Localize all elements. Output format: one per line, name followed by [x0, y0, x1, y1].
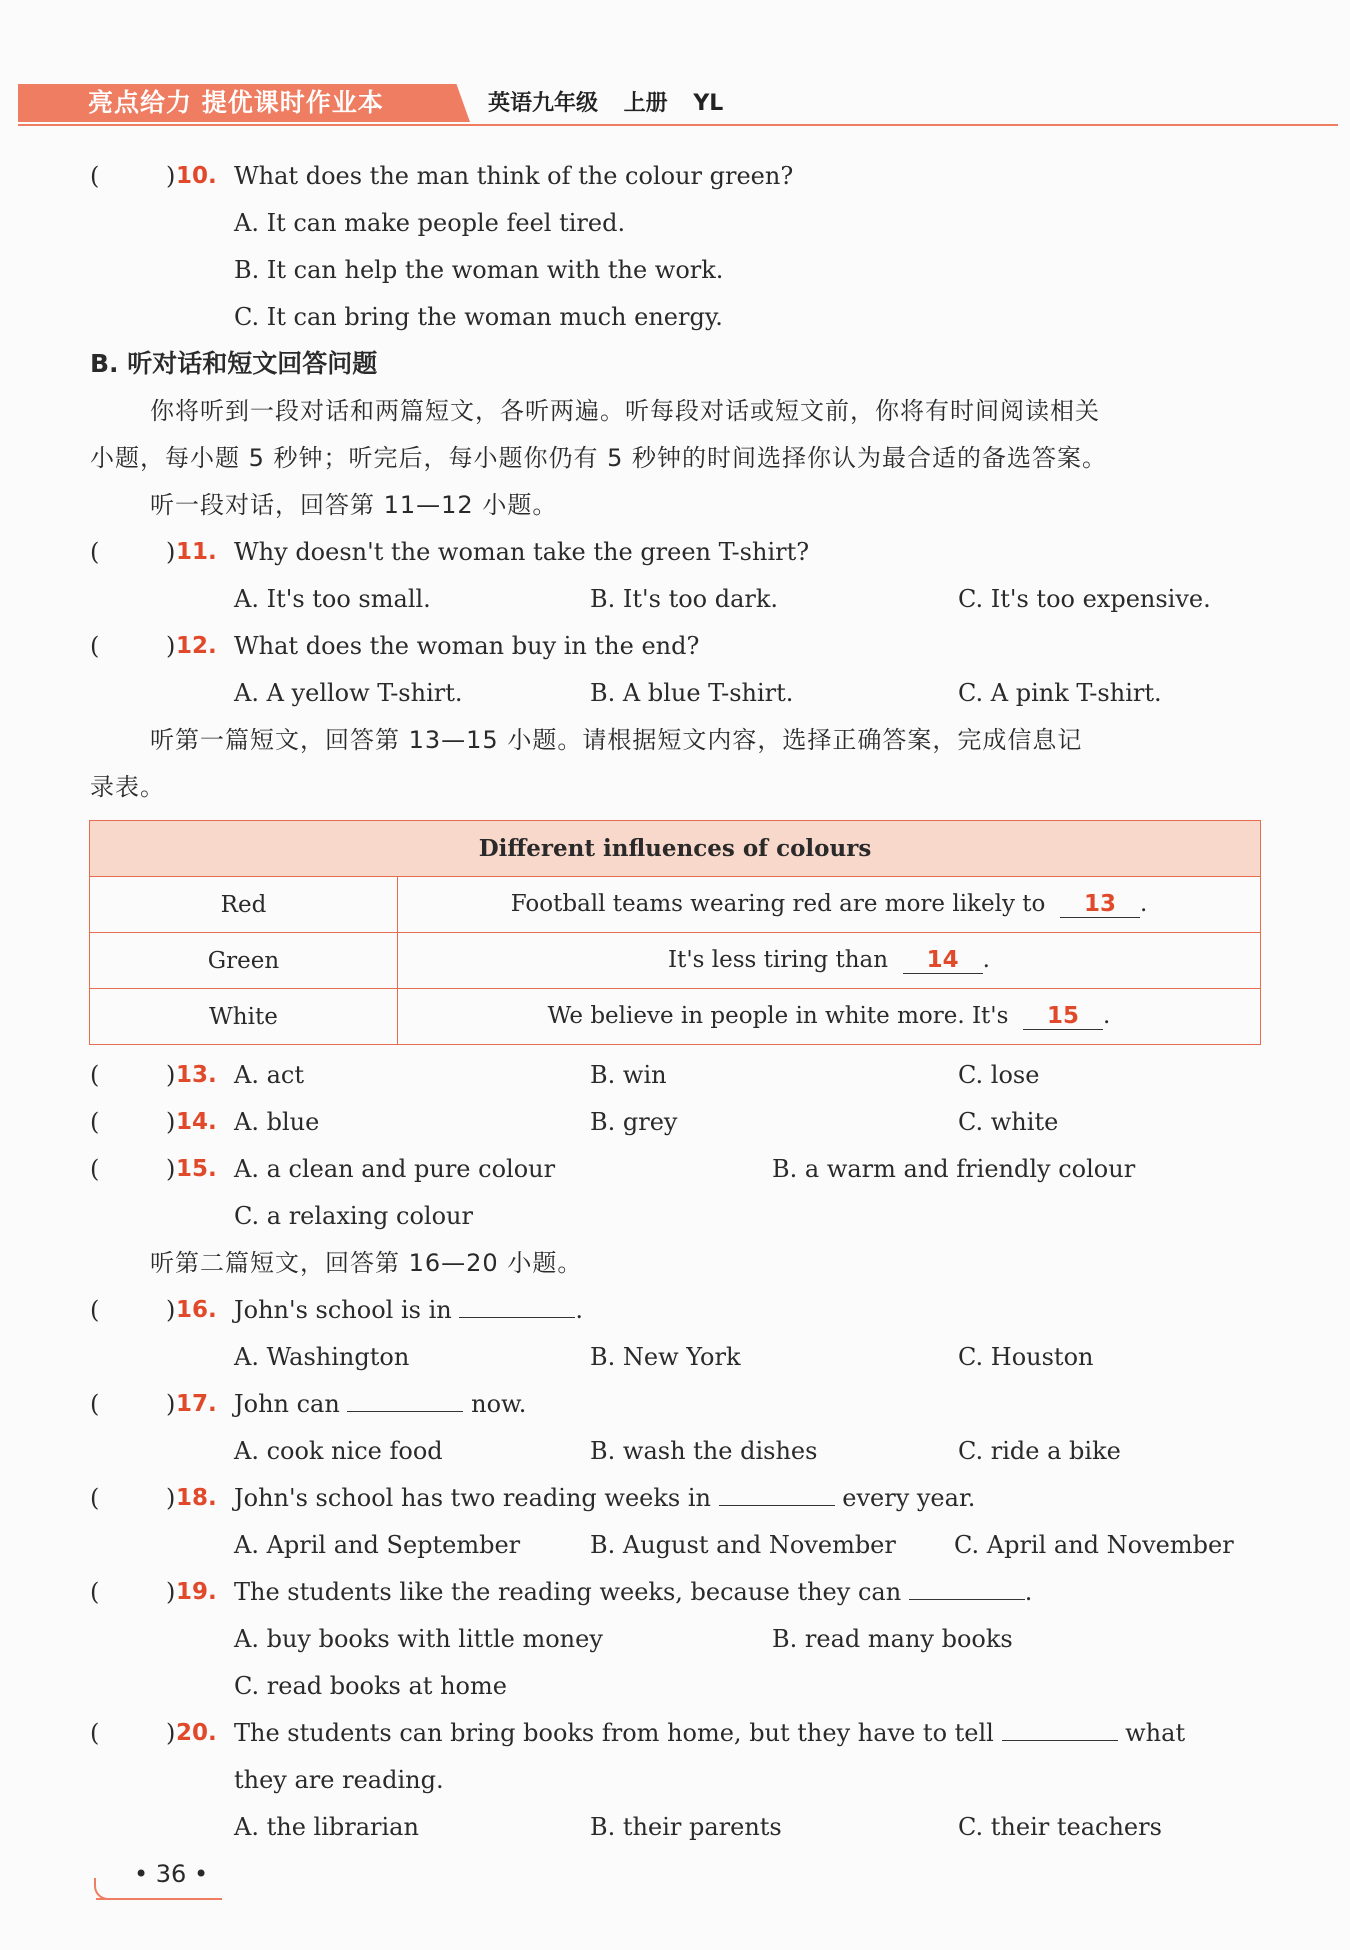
footer-rule — [96, 1898, 222, 1900]
answer-paren-close: ) — [166, 1061, 176, 1089]
option-a: A. April and September — [234, 1531, 521, 1559]
question-number: 18. — [176, 1485, 217, 1511]
question-stem-end: . — [575, 1296, 583, 1324]
punct: . — [1139, 891, 1148, 917]
question-text: Why doesn't the woman take the green T-shirt? — [234, 538, 810, 566]
option-c: C. April and November — [954, 1531, 1234, 1559]
question-17 — [0, 1384, 1350, 1424]
question-11 — [0, 532, 1350, 572]
description-cell — [398, 933, 1261, 989]
option-c: C. A pink T-shirt. — [958, 679, 1162, 707]
option-b: B. It's too dark. — [590, 585, 779, 613]
question-number: 19. — [176, 1579, 217, 1605]
answer-blank — [719, 1479, 835, 1506]
question-stem-end: . — [1024, 1578, 1033, 1606]
question-20 — [0, 1713, 1350, 1753]
question-13 — [0, 1055, 1350, 1095]
colour-cell: Red — [90, 877, 398, 933]
passage-2-intro: 听第二篇短文，回答第 16—20 小题。 — [150, 1249, 583, 1277]
answer-paren-open: ( — [90, 1296, 100, 1324]
option-a: A. the librarian — [234, 1813, 419, 1841]
question-number: 20. — [176, 1720, 217, 1746]
option-a: A. Washington — [234, 1343, 410, 1371]
answer-blank — [347, 1385, 463, 1412]
instructions-line-2: 小题，每小题 5 秒钟；听完后，每小题你仍有 5 秒钟的时间选择你认为最合适的备选答案。 — [90, 444, 1108, 472]
question-stem-end: what — [1125, 1719, 1186, 1747]
answer-paren-close: ) — [166, 1719, 176, 1747]
question-stem-end: now. — [471, 1390, 527, 1418]
section-b-title: B. 听对话和短文回答问题 — [90, 349, 378, 378]
question-text — [234, 1572, 1032, 1612]
punct: . — [982, 947, 990, 973]
question-number: 17. — [176, 1391, 217, 1417]
option-c: C. ride a bike — [958, 1437, 1121, 1465]
answer-paren-open: ( — [90, 1390, 100, 1418]
answer-paren-open: ( — [90, 632, 100, 660]
option-c: C. lose — [958, 1061, 1040, 1089]
description-text: Football teams wearing red are more likely to — [510, 891, 1046, 917]
question-19 — [0, 1572, 1350, 1612]
option-b: B. wash the dishes — [590, 1437, 818, 1465]
question-10 — [0, 156, 1350, 196]
punct: . — [1103, 1003, 1111, 1029]
series-title: 亮点给力 提优课时作业本 — [88, 88, 384, 117]
option-a: A. It's too small. — [234, 585, 431, 613]
description-text: It's less tiring than — [668, 947, 889, 973]
answer-paren-close: ) — [166, 1390, 176, 1418]
option-c: C. Houston — [958, 1343, 1094, 1371]
table-row — [90, 989, 1261, 1045]
passage-1-intro: 听第一篇短文，回答第 13—15 小题。请根据短文内容，选择正确答案，完成信息记 — [150, 726, 1083, 754]
page-header — [18, 84, 1338, 126]
colour-cell: Green — [90, 933, 398, 989]
option-b: B. their parents — [590, 1813, 782, 1841]
answer-paren-close: ) — [166, 1578, 176, 1606]
question-text — [234, 1478, 975, 1518]
table-row — [90, 877, 1261, 933]
option-b: B. grey — [590, 1108, 678, 1136]
option-b: B. August and November — [590, 1531, 896, 1559]
description-cell — [398, 989, 1261, 1045]
question-stem-end: every year. — [842, 1484, 976, 1512]
blank-15: 15 — [1023, 1003, 1103, 1030]
question-14 — [0, 1102, 1350, 1142]
passage-1-intro-cont: 录表。 — [90, 773, 165, 801]
answer-paren-close: ) — [166, 1484, 176, 1512]
question-stem: John's school is in — [234, 1296, 452, 1324]
option-c: C. white — [958, 1108, 1059, 1136]
question-number: 16. — [176, 1297, 217, 1323]
answer-paren-close: ) — [166, 1296, 176, 1324]
question-15 — [0, 1149, 1350, 1189]
answer-paren-open: ( — [90, 1108, 100, 1136]
option-b: B. win — [590, 1061, 667, 1089]
answer-paren-close: ) — [166, 1155, 176, 1183]
option-c: C. their teachers — [958, 1813, 1162, 1841]
option-b: B. A blue T-shirt. — [590, 679, 794, 707]
question-18 — [0, 1478, 1350, 1518]
table-row — [90, 933, 1261, 989]
question-number: 10. — [176, 163, 217, 189]
header-rule — [18, 124, 1338, 126]
blank-14: 14 — [903, 947, 983, 974]
answer-paren-open: ( — [90, 1719, 100, 1747]
answer-paren-close: ) — [166, 1108, 176, 1136]
question-number: 11. — [176, 539, 217, 565]
instructions-line-1: 你将听到一段对话和两篇短文，各听两遍。听每段对话或短文前，你将有时间阅读相关 — [150, 397, 1100, 425]
answer-paren-open: ( — [90, 1061, 100, 1089]
option-a: A. act — [234, 1061, 304, 1089]
question-text: What does the woman buy in the end? — [234, 632, 700, 660]
answer-blank — [459, 1291, 575, 1318]
colour-cell: White — [90, 989, 398, 1045]
dialog-intro: 听一段对话，回答第 11—12 小题。 — [150, 491, 558, 519]
page-number: • 36 • — [134, 1860, 209, 1888]
option-c: C. It can bring the woman much energy. — [234, 303, 723, 331]
option-c: C. It's too expensive. — [958, 585, 1211, 613]
question-number: 13. — [176, 1062, 217, 1088]
answer-paren-open: ( — [90, 162, 100, 190]
blank-13: 13 — [1060, 891, 1140, 918]
question-stem: The students like the reading weeks, because they can — [234, 1578, 902, 1606]
question-text-cont: they are reading. — [234, 1766, 444, 1794]
option-b: B. It can help the woman with the work. — [234, 256, 724, 284]
option-c: C. read books at home — [234, 1672, 507, 1700]
option-a: A. It can make people feel tired. — [234, 209, 626, 237]
option-b: B. New York — [590, 1343, 741, 1371]
option-b: B. read many books — [772, 1625, 1013, 1653]
option-c: C. a relaxing colour — [234, 1202, 473, 1230]
option-a: A. blue — [234, 1108, 320, 1136]
option-b: B. a warm and friendly colour — [772, 1155, 1136, 1183]
subject-title: 英语九年级 上册 YL — [488, 91, 724, 116]
question-16 — [0, 1290, 1350, 1330]
table-title: Different influences of colours — [90, 821, 1261, 877]
question-stem: The students can bring books from home, but they have to tell — [234, 1719, 994, 1747]
option-a: A. a clean and pure colour — [234, 1155, 556, 1183]
question-number: 15. — [176, 1156, 217, 1182]
colour-influence-table — [89, 820, 1261, 1045]
answer-blank — [1002, 1714, 1118, 1741]
question-stem: John can — [234, 1390, 340, 1418]
answer-paren-close: ) — [166, 632, 176, 660]
question-text: What does the man think of the colour green? — [234, 162, 794, 190]
answer-paren-open: ( — [90, 1578, 100, 1606]
answer-paren-open: ( — [90, 1155, 100, 1183]
option-a: A. A yellow T-shirt. — [234, 679, 463, 707]
question-text — [234, 1713, 1185, 1753]
question-text — [234, 1290, 583, 1330]
question-stem: John's school has two reading weeks in — [234, 1484, 711, 1512]
question-number: 12. — [176, 633, 217, 659]
answer-paren-open: ( — [90, 538, 100, 566]
description-cell — [398, 877, 1261, 933]
answer-paren-close: ) — [166, 162, 176, 190]
question-number: 14. — [176, 1109, 217, 1135]
footer-ornament — [94, 1878, 126, 1900]
answer-paren-open: ( — [90, 1484, 100, 1512]
question-text — [234, 1384, 526, 1424]
answer-paren-close: ) — [166, 538, 176, 566]
answer-blank — [909, 1573, 1025, 1600]
question-12 — [0, 626, 1350, 666]
description-text: We believe in people in white more. It's — [547, 1003, 1009, 1029]
option-a: A. cook nice food — [234, 1437, 443, 1465]
option-a: A. buy books with little money — [234, 1625, 603, 1653]
